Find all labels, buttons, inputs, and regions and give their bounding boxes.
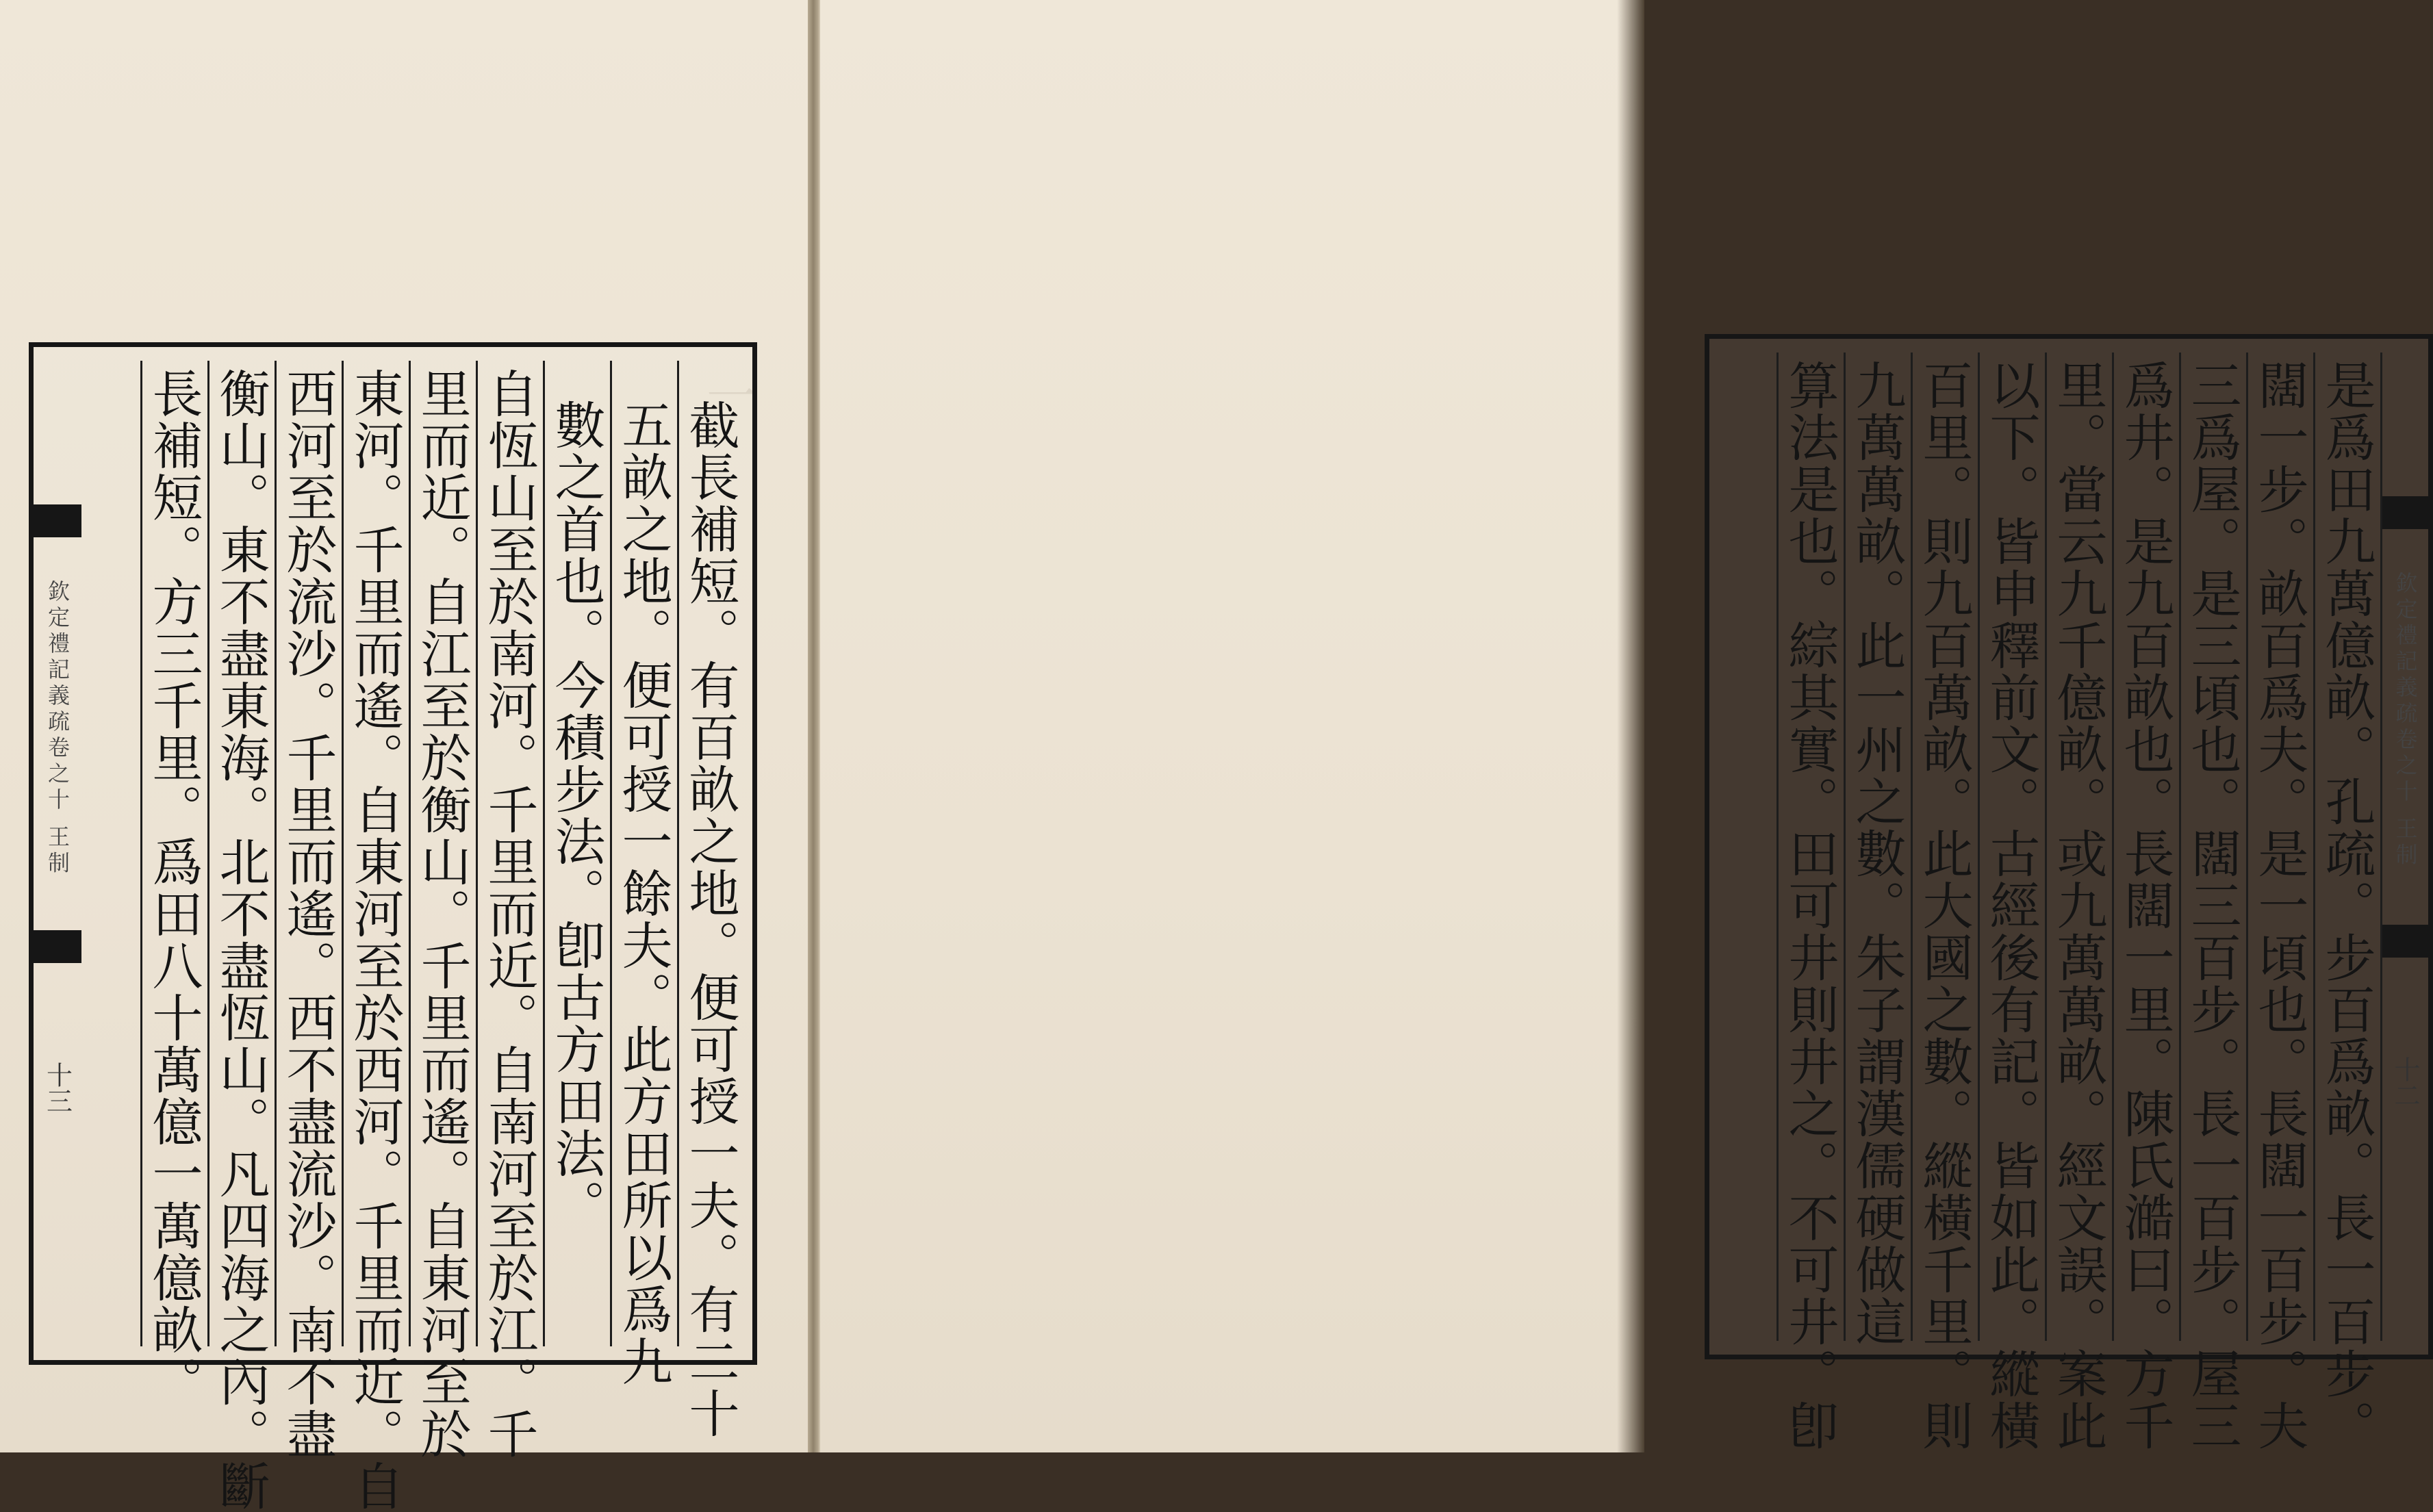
right-page — [819, 0, 2420, 1452]
folio-number: 十三 — [42, 1062, 73, 1114]
fish-tail-mark — [34, 504, 81, 537]
right-page-frame — [1705, 334, 2433, 1452]
fish-tail-mark — [34, 930, 81, 963]
text-column-2: 闊一步。畝百爲夫。是一頃也。長闊一百步。夫 — [2246, 353, 2310, 1341]
fish-tail-mark — [2382, 496, 2428, 529]
text-column-3: 三爲屋。是三頃也。闊三百步。長一百步。屋三 — [2179, 353, 2243, 1341]
banxin-title: 欽定禮記義疏卷之十 王制 — [2392, 572, 2419, 869]
folio-number: 十二 — [2390, 1056, 2420, 1108]
left-page — [0, 0, 809, 1512]
right-banxin — [2380, 353, 2428, 1341]
text-column-4: 自恆山至於南河。千里而近。自南河至於江。千 — [476, 361, 540, 1346]
text-column-7: 西河至於流沙。千里而遙。西不盡流沙。南不盡 — [275, 361, 339, 1346]
text-column-3: 數之首也。今積步法。卽古方田法。 — [543, 361, 607, 1346]
text-column-2: 五畝之地。便可授一餘夫。此方田所以爲九 — [610, 361, 674, 1346]
text-column-6: 以下。皆申釋前文。古經後有記。皆如此。縱橫 — [1978, 353, 2042, 1341]
left-page-frame — [29, 342, 757, 1512]
left-banxin — [34, 361, 81, 1346]
text-column-6: 東河。千里而遙。自東河至於西河。千里而近。自 — [342, 361, 406, 1346]
text-column-4: 爲井。是九百畝也。長闊一里。陳氏澔曰。方千 — [2112, 353, 2176, 1341]
text-column-1: 是爲田九萬億畝。孔疏。步百爲畝。長一百步。 — [2313, 353, 2378, 1341]
text-column-8: 九萬萬畝。此一州之數。朱子謂漢儒硬做這 — [1844, 353, 1908, 1341]
text-column-9: 長補短。方三千里。爲田八十萬億一萬億畝。 — [140, 361, 205, 1346]
bleed-through-text: 一 — [698, 370, 757, 420]
text-column-8: 衡山。東不盡東海。北不盡恆山。凡四海之內。斷 — [207, 361, 272, 1346]
text-column-1: 截長補短。有百畝之地。便可授一夫。有二十 — [677, 361, 741, 1346]
text-column-9: 算法是也。綜其實。田可井則井之。不可井。卽 — [1776, 353, 1841, 1341]
text-column-5: 里。當云九千億畝。或九萬萬畝。經文誤。案此 — [2045, 353, 2109, 1341]
banxin-title: 欽定禮記義疏卷之十 王制 — [44, 580, 71, 877]
text-column-5: 里而近。自江至於衡山。千里而遙。自東河至於 — [409, 361, 473, 1346]
book-gutter — [808, 0, 819, 1452]
fish-tail-mark — [2382, 925, 2428, 958]
text-column-7: 百里。則九百萬畝。此大國之數。縱橫千里。則 — [1911, 353, 1975, 1341]
